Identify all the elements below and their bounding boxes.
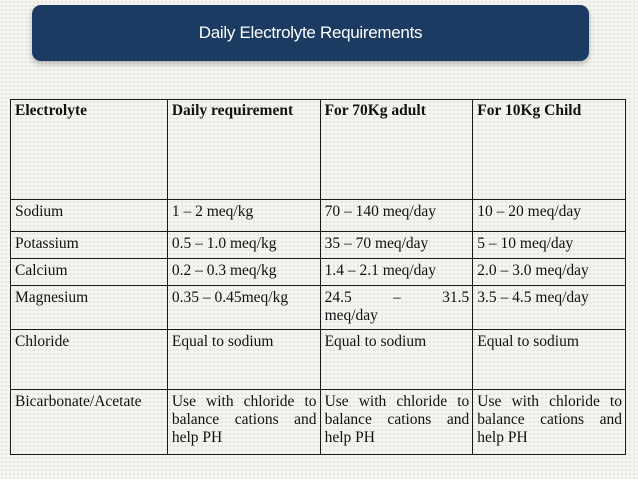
electrolyte-table (10, 99, 626, 455)
cell-electrolyte: Chloride (11, 330, 168, 390)
table-row (11, 286, 626, 330)
table-row (11, 259, 626, 286)
header-70kg-adult: For 70Kg adult (320, 100, 473, 200)
cell-adult: 35 – 70 meq/day (320, 232, 473, 259)
table-row (11, 200, 626, 232)
cell-daily: Equal to sodium (167, 330, 320, 390)
cell-adult: Use with chloride to balance cations and help PH (320, 390, 473, 455)
cell-child: 3.5 – 4.5 meq/day (473, 286, 626, 330)
cell-child: 10 – 20 meq/day (473, 200, 626, 232)
cell-adult-low: 24.5 (324, 289, 352, 306)
table-row (11, 330, 626, 390)
cell-child: 5 – 10 meq/day (473, 232, 626, 259)
cell-electrolyte: Bicarbonate/Acetate (11, 390, 168, 455)
cell-daily: 0.35 – 0.45meq/kg (167, 286, 320, 330)
cell-adult: 70 – 140 meq/day (320, 200, 473, 232)
cell-electrolyte: Sodium (11, 200, 168, 232)
table-row (11, 232, 626, 259)
header-electrolyte: Electrolyte (11, 100, 168, 200)
cell-electrolyte: Potassium (11, 232, 168, 259)
cell-adult: 1.4 – 2.1 meq/day (320, 259, 473, 286)
cell-child: 2.0 – 3.0 meq/day (473, 259, 626, 286)
header-10kg-child: For 10Kg Child (473, 100, 626, 200)
cell-electrolyte: Magnesium (11, 286, 168, 330)
cell-adult-unit: meq/day (324, 307, 378, 324)
cell-adult (320, 286, 473, 330)
cell-child: Use with chloride to balance cations and help PH (473, 390, 626, 455)
cell-adult-high: 31.5 (442, 289, 470, 306)
cell-daily: 0.2 – 0.3 meq/kg (167, 259, 320, 286)
header-daily-requirement: Daily requirement (167, 100, 320, 200)
table-header-row (11, 100, 626, 200)
cell-child: Equal to sodium (473, 330, 626, 390)
cell-daily: Use with chloride to balance cations and help PH (167, 390, 320, 455)
cell-daily: 1 – 2 meq/kg (167, 200, 320, 232)
cell-electrolyte: Calcium (11, 259, 168, 286)
cell-daily: 0.5 – 1.0 meq/kg (167, 232, 320, 259)
cell-adult-dash: – (393, 289, 401, 306)
cell-adult: Equal to sodium (320, 330, 473, 390)
table-row (11, 390, 626, 455)
slide-title: Daily Electrolyte Requirements (198, 23, 423, 42)
slide-title-banner (32, 5, 589, 61)
cell-adult-line1 (325, 289, 470, 307)
